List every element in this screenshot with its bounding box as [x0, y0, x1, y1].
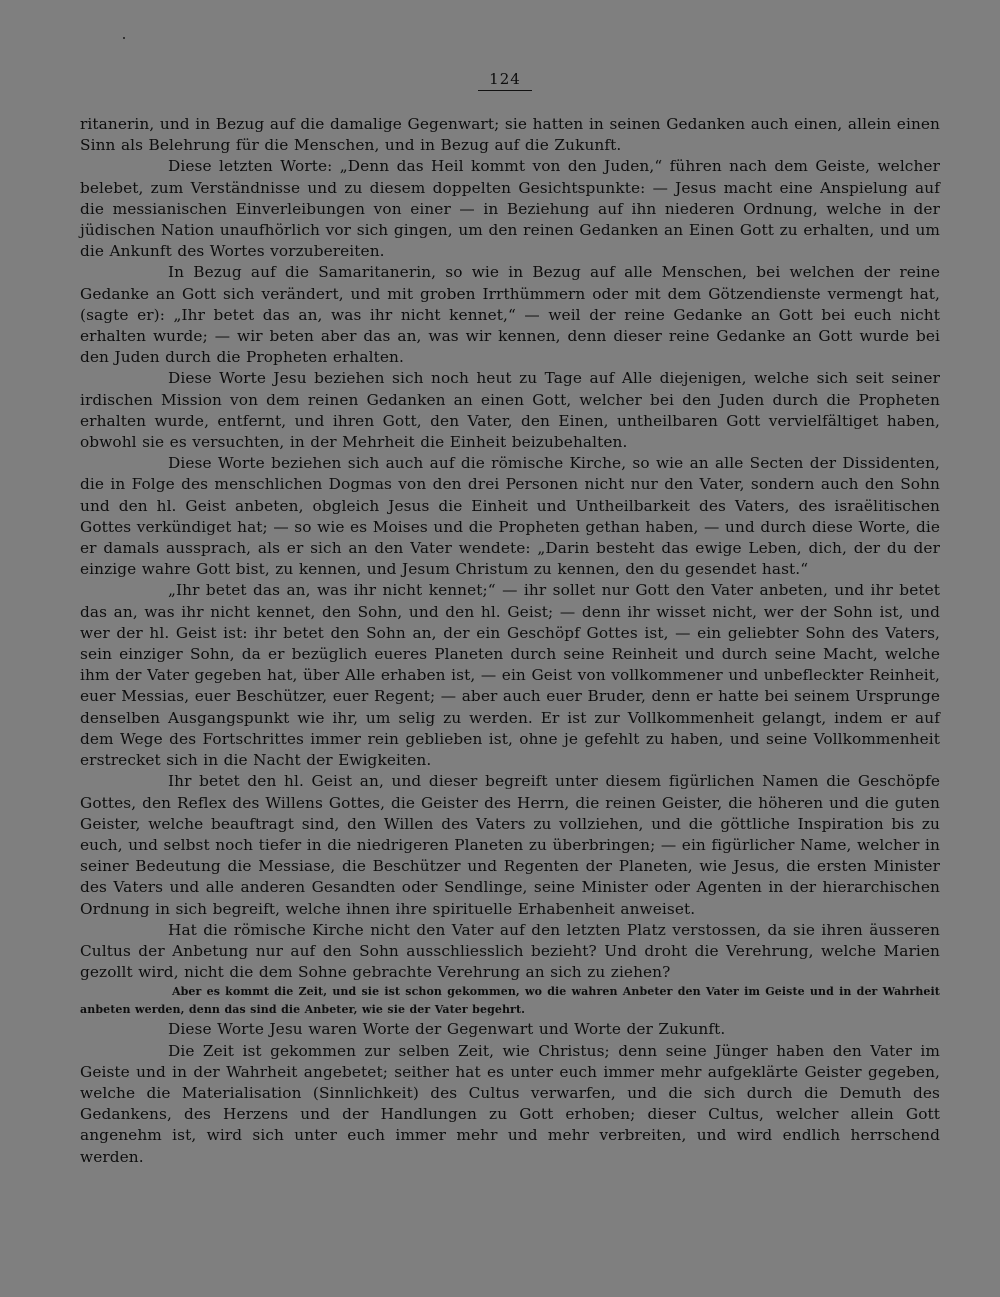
scan-speck — [123, 37, 125, 39]
page-number-rule — [478, 90, 532, 91]
block-quote: Aber es kommt die Zeit, und sie ist schon gekommen, wo die wahren Anbeter den Vater im Geiste und in der Wahrheit anbeten werden, denn das sind die Anbeter, wie sie der Vater begehrt. — [80, 985, 940, 1017]
paragraph: Hat die römische Kirche nicht den Vater auf den letzten Platz verstossen, da sie ihren äusseren Cultus der Anbetung nur auf den Sohn ausschliesslich bezieht? Und droht die Verehrung, welche Marien gezollt wird, nicht die dem Sohne gebrachte Verehrung an sich zu ziehen? — [80, 920, 940, 982]
page-number — [470, 70, 540, 88]
paragraph: Diese Worte beziehen sich auch auf die römische Kirche, so wie an alle Secten der Dissidenten, die in Folge des menschlichen Dogmas von den drei Personen nicht nur den Vater, sondern auch den Sohn und den hl. Geist anbeten, obgleich Jesus die Einheit und Untheilbarkeit des Vaters, des israëlitischen Gottes verkündiget hat; — so wie es Moises und die Propheten gethan haben, — und durch diese Worte, die er damals aussprach, als er sich an den Vater wendete: „Darin besteht das ewige Leben, dich, der du der einzige wahre Gott bist, zu kennen, und Jesum Christum zu kennen, den du gesendet hast.“ — [80, 454, 940, 579]
paragraph: „Ihr betet das an, was ihr nicht kennet;“ — ihr sollet nur Gott den Vater anbeten, und ihr betet das an, was ihr nicht kennet, den Sohn, und den hl. Geist; — denn ihr wisset nicht, wer der Sohn ist, und wer der hl. Geist ist: ihr betet den Sohn an, der ein Geschöpf Gottes ist, — ein geliebter Sohn des Vaters, sein einziger Sohn, da er bezüglich eueres Planeten durch seine Reinheit und durch seine Macht, welche ihm der Vater gegeben hat, über Alle erhaben ist, — ein Geist von vollkommener und unbefleckter Reinheit, euer Messias, euer Beschützer, euer Regent; — aber auch euer Bruder, denn er hatte bei seinem Ursprunge denselben Ausgangspunkt wie ihr, um selig zu werden. Er ist zur Vollkommenheit gelangt, indem er auf dem Wege des Fortschrittes immer rein geblieben ist, ohne je gefehlt zu haben, und seine Vollkommenheit erstrecket sich in die Nacht der Ewigkeiten. — [80, 581, 940, 770]
paragraph: Ihr betet den hl. Geist an, und dieser begreift unter diesem figürlichen Namen die Geschöpfe Gottes, den Reflex des Willens Gottes, die Geister des Herrn, die reinen Geister, die höheren und die guten Geister, welche beauftragt sind, den Willen des Vaters zu vollziehen, und die göttliche Inspiration bis zu euch, und selbst noch tiefer in die niedrigeren Planeten zu überbringen; — ein figürlicher Name, welcher in seiner Bedeutung die Messiase, die Beschützer und Regenten der Planeten, wie Jesus, die ersten Minister des Vaters und alle anderen Gesandten oder Sendlinge, seine Minister oder Agenten in der hierarchischen Ordnung in sich begreift, welche ihnen ihre spirituelle Erhabenheit anweiset. — [80, 772, 940, 918]
paragraph: Diese Worte Jesu beziehen sich noch heut zu Tage auf Alle diejenigen, welche sich seit seiner irdischen Mission von dem reinen Gedanken an einen Gott, welcher bei den Juden durch die Propheten erhalten wurde, entfernt, und ihren Gott, den Vater, den Einen, untheilbaren Gott vervielfältiget haben, obwohl sie es versuchten, in der Mehrheit die Einheit beizubehalten. — [80, 369, 940, 452]
paragraph: Diese Worte Jesu waren Worte der Gegenwart und Worte der Zukunft. — [168, 1020, 726, 1039]
body-text — [80, 114, 940, 1168]
paragraph: In Bezug auf die Samaritanerin, so wie in Bezug auf alle Menschen, bei welchen der reine Gedanke an Gott sich verändert, und mit groben Irrthümmern oder mit dem Götzendienste vermengt hat, (sagte er): „Ihr betet das an, was ihr nicht kennet,“ — weil der reine Gedanke an Gott bei euch nicht erhalten wurde; — wir beten aber das an, was wir kennen, denn dieser reine Gedanke an Gott wurde bei den Juden durch die Propheten erhalten. — [80, 263, 940, 367]
paragraph: ritanerin, und in Bezug auf die damalige Gegenwart; sie hatten in seinen Gedanken auch einen, allein einen Sinn als Belehrung für die Menschen, und in Bezug auf die Zukunft. — [80, 115, 940, 155]
paragraph: Diese letzten Worte: „Denn das Heil kommt von den Juden,“ führen nach dem Geiste, welcher belebet, zum Verständnisse und zu diesem doppelten Gesichtspunkte: — Jesus macht eine Anspielung auf die messianischen Einverleibungen von einer — in Beziehung auf ihn niederen Ordnung, welche in der jüdischen Nation unaufhörlich vor sich gingen, um den reinen Gedanken an Einen Gott zu erhalten, und um die Ankunft des Wortes vorzubereiten. — [80, 157, 940, 261]
page-number-text: 124 — [489, 70, 521, 88]
paragraph: Die Zeit ist gekommen zur selben Zeit, wie Christus; denn seine Jünger haben den Vater im Geiste und in der Wahrheit angebetet; seither hat es unter euch immer mehr aufgeklärte Geister gegeben, welche die Materialisation (Sinnlichkeit) des Cultus verwarfen, und die sich durch die Demuth des Gedankens, des Herzens und der Handlungen zu Gott erhoben; dieser Cultus, welcher allein Gott angenehm ist, wird sich unter euch immer mehr und mehr verbreiten, und wird endlich herrschend werden. — [80, 1041, 940, 1166]
